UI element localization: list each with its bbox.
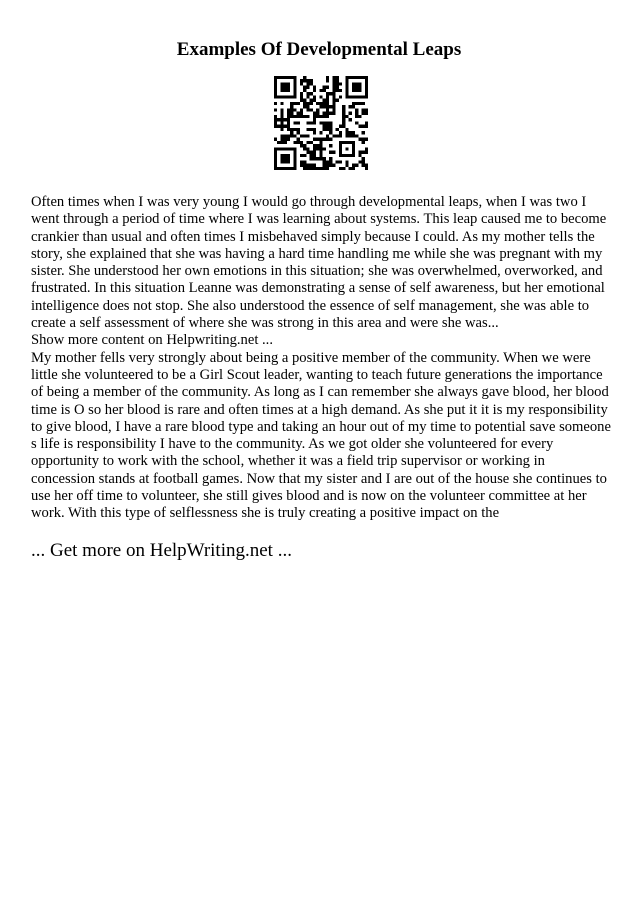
paragraph-intro: Often times when I was very young I would go through developmental leaps, when I was two I went through a period of time where I was learning about systems. This leap caused me to become crankier than usual and often times I misbehaved simply because I could. As my mother tells the story, she explained that she was having a hard time handling me while she was pregnant with my sister. She understood her own emotions in this situation; she was overwhelmed, overworked, and frustrated. In this situation Leanne was demonstrating a sense of self awareness, but her emotional intelligence does not stop. She also understood the essence of self management, she was able to create a self assessment of where she was strong in this area and were she was... xyxy=(31,194,607,332)
page-title: Examples Of Developmental Leaps xyxy=(176,39,462,60)
show-more-link[interactable]: Show more content on Helpwriting.net ... xyxy=(31,332,273,349)
body-text xyxy=(31,194,611,523)
paragraph-community: My mother fells very strongly about being a positive member of the community. When we were little she volunteered to be a Girl Scout leader, wanting to teach future generations the importance of being a member of the community. As long as I can remember she always gave blood, her blood time is O so her blood is rare and often times at a high demand. As she put it it is my responsibility to give blood, I have a rare blood type and taking an hour out of my time to potential save someone s life is responsibility I have to the community. As we got older she volunteered for every opportunity to work with the school, whether it was a field trip supervisor or working in concession stands at football games. Now that my sister and I are out of the house she continues to use her off time to volunteer, she still gives blood and is now on the volunteer committee at her work. With this type of selflessness she is truly creating a positive impact on the xyxy=(31,349,611,522)
qr-code-icon xyxy=(274,76,368,170)
get-more-link[interactable]: ... Get more on HelpWriting.net ... xyxy=(31,540,292,561)
